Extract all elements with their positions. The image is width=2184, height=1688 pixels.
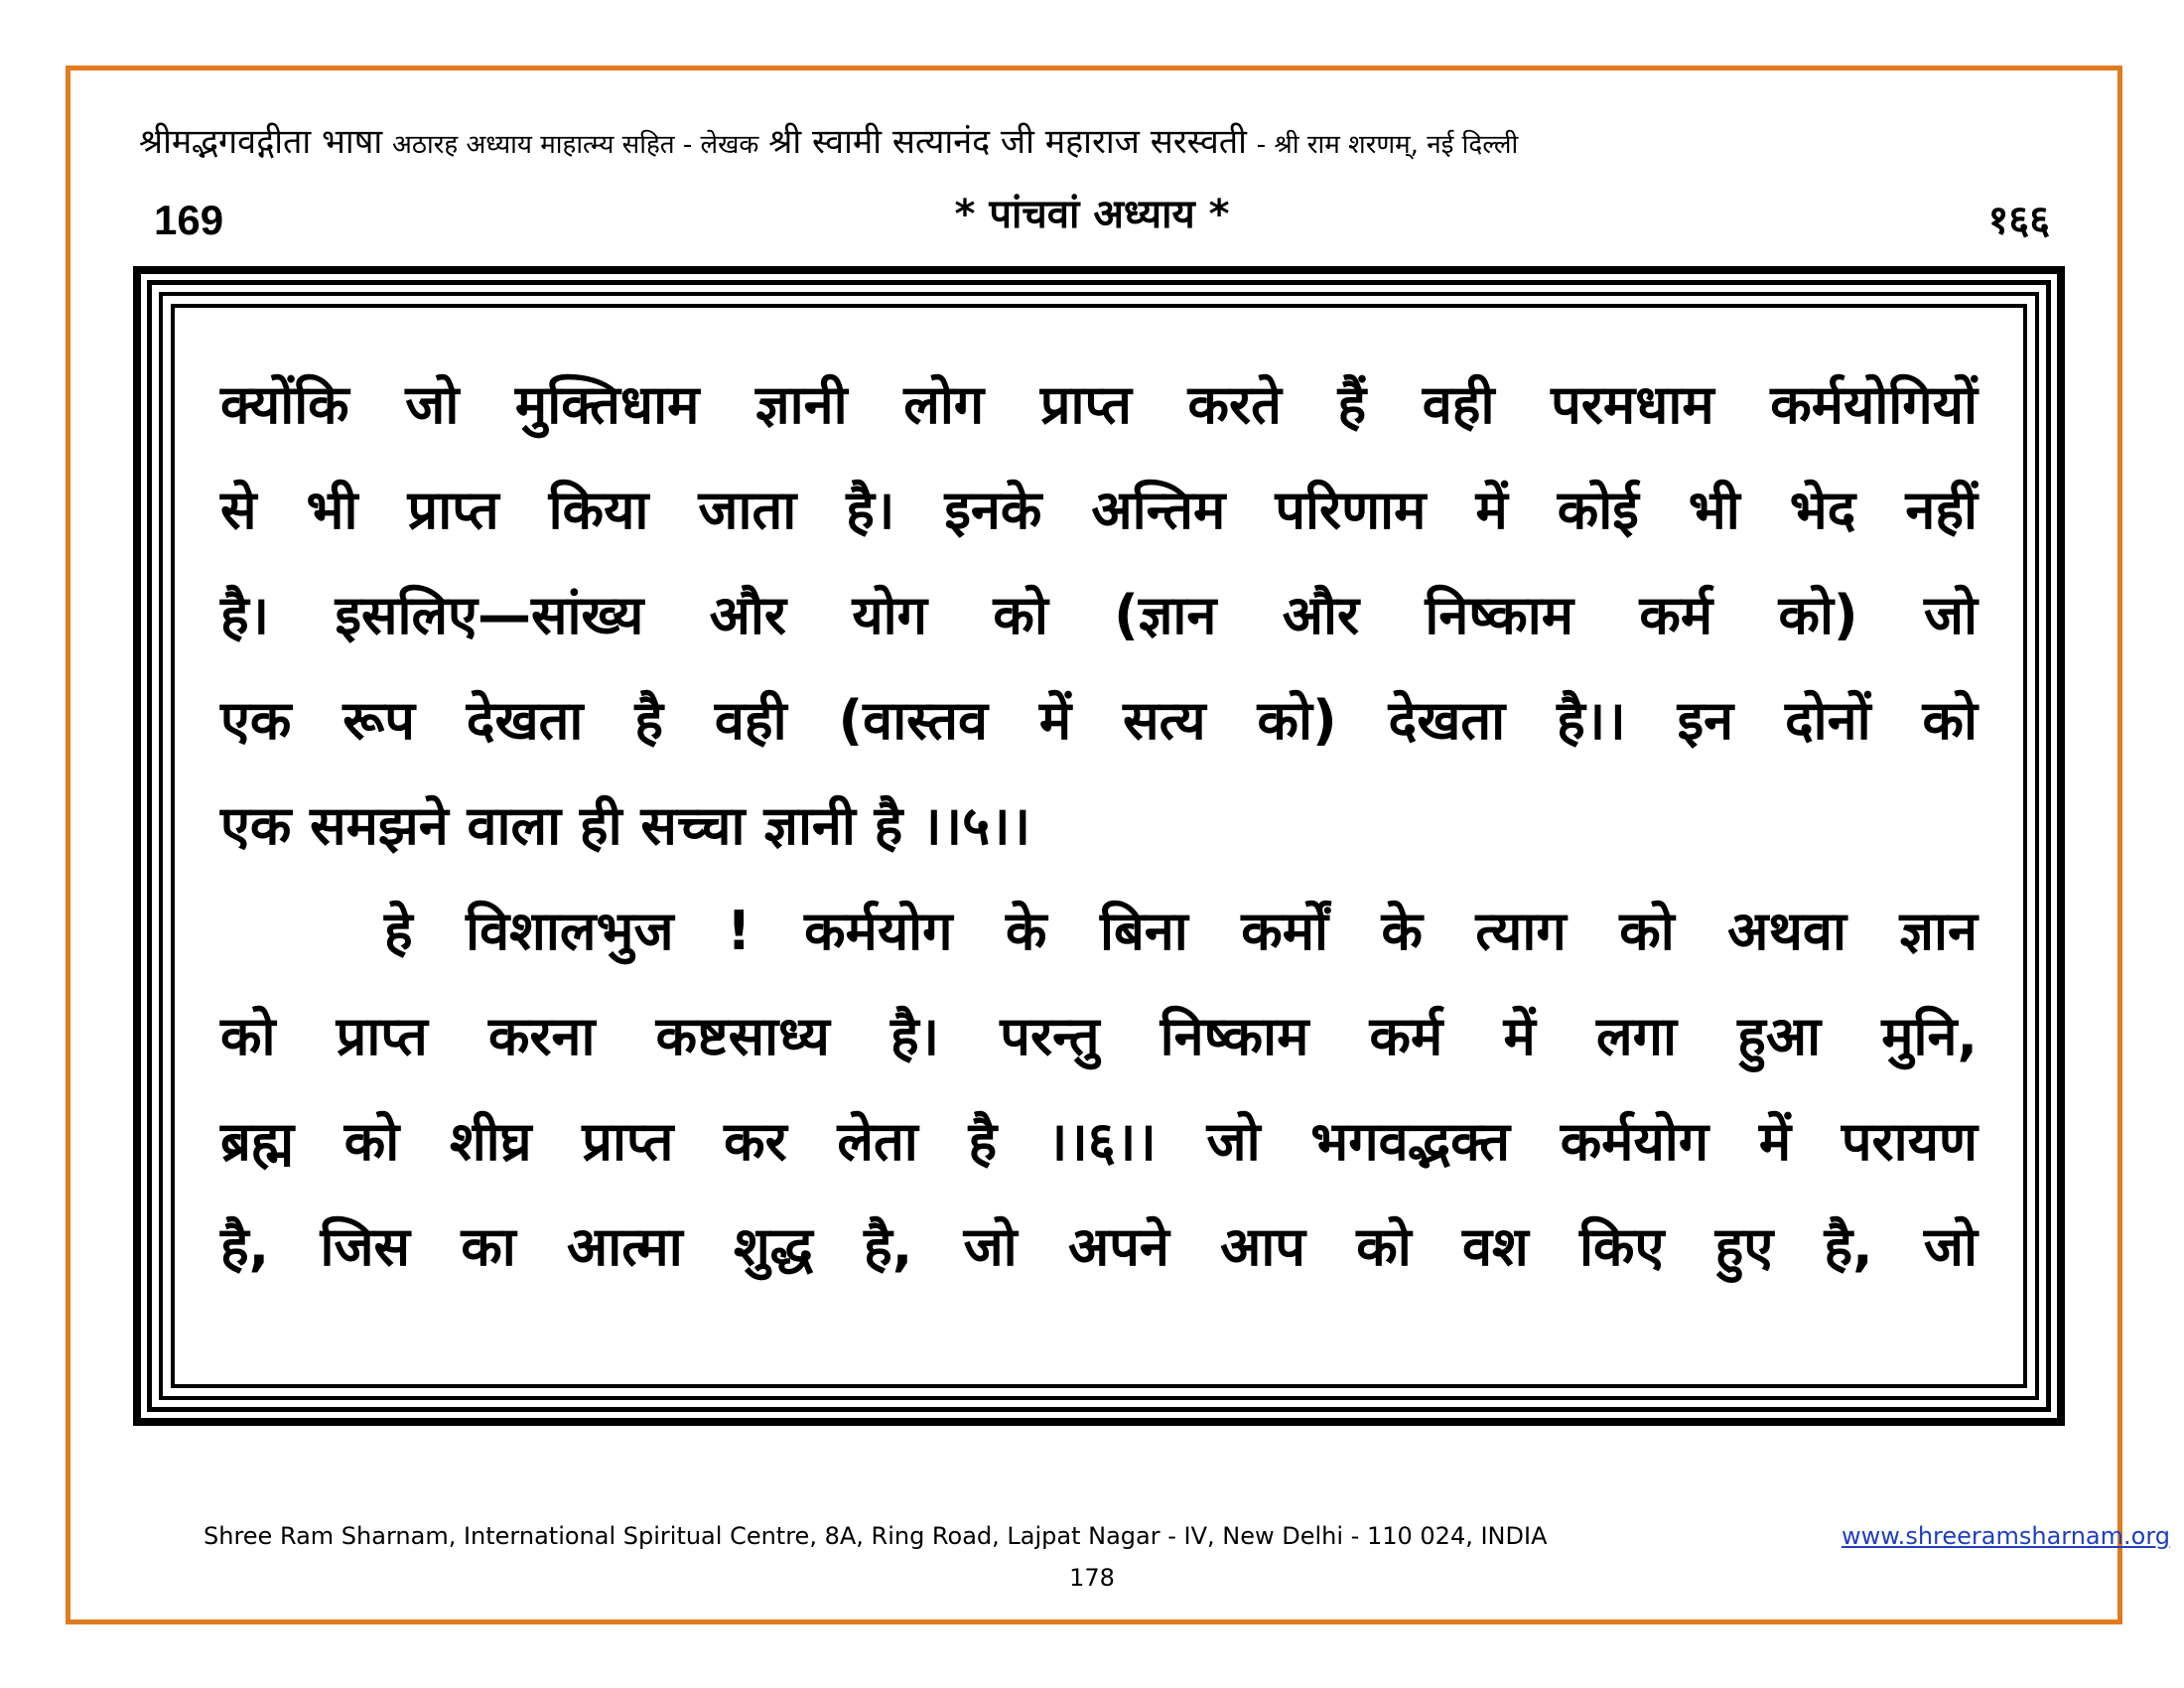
footer-page-number: 178	[1069, 1564, 1115, 1592]
page-number-left: 169	[154, 197, 224, 243]
book-header	[139, 117, 2065, 170]
footer-address: Shree Ram Sharnam, International Spiritual Centre, 8A, Ring Road, Lajpat Nagar - IV, New Delhi - 110 024, INDIA	[204, 1522, 1548, 1550]
text-line: हे विशालभुज ! कर्मयोग के बिना कर्मों के त्याग को अथवा ज्ञान	[384, 900, 1978, 962]
text-line: है। इसलिए—सांख्य और योग को (ज्ञान और निष्काम कर्म को) जो	[220, 584, 1978, 646]
text-line: क्योंकि जो मुक्तिधाम ज्ञानी लोग प्राप्त करते हैं वही परमधाम कर्मयोगियों	[220, 373, 1978, 436]
page-number-right: १६६	[1987, 198, 2050, 243]
author-name: श्री स्वामी सत्यानंद जी महाराज सरस्वती	[768, 122, 1247, 162]
text-line: को प्राप्त करना कष्टसाध्य है। परन्तु निष्काम कर्म में लगा हुआ मुनि,	[220, 1005, 1978, 1067]
text-line: ब्रह्म को शीघ्र प्राप्त कर लेता है ।।६।। जो भगवद्भक्त कर्मयोग में परायण	[220, 1110, 1978, 1173]
text-line: एक रूप देखता है वही (वास्तव में सत्य को) देखता है।। इन दोनों को	[220, 689, 1978, 752]
book-subtitle: अठारह अध्याय माहात्म्य सहित - लेखक	[392, 130, 759, 160]
text-line: एक समझने वाला ही सच्चा ज्ञानी है ।।५।।	[220, 794, 1031, 857]
text-line: से भी प्राप्त किया जाता है। इनके अन्तिम परिणाम में कोई भी भेद नहीं	[220, 479, 1978, 541]
verse-text	[220, 352, 1978, 1300]
text-line: है, जिस का आत्मा शुद्ध है, जो अपने आप को वश किए हुए है, जो	[220, 1215, 1978, 1278]
publisher-name: - श्री राम शरणम्, नई दिल्ली	[1256, 130, 1519, 160]
footer	[204, 1522, 2171, 1550]
website-link[interactable]: www.shreeramsharnam.org	[1842, 1522, 2171, 1550]
book-title: श्रीमद्भगवद्गीता भाषा	[139, 122, 383, 162]
chapter-title: * पांचवां अध्याय *	[954, 192, 1230, 237]
